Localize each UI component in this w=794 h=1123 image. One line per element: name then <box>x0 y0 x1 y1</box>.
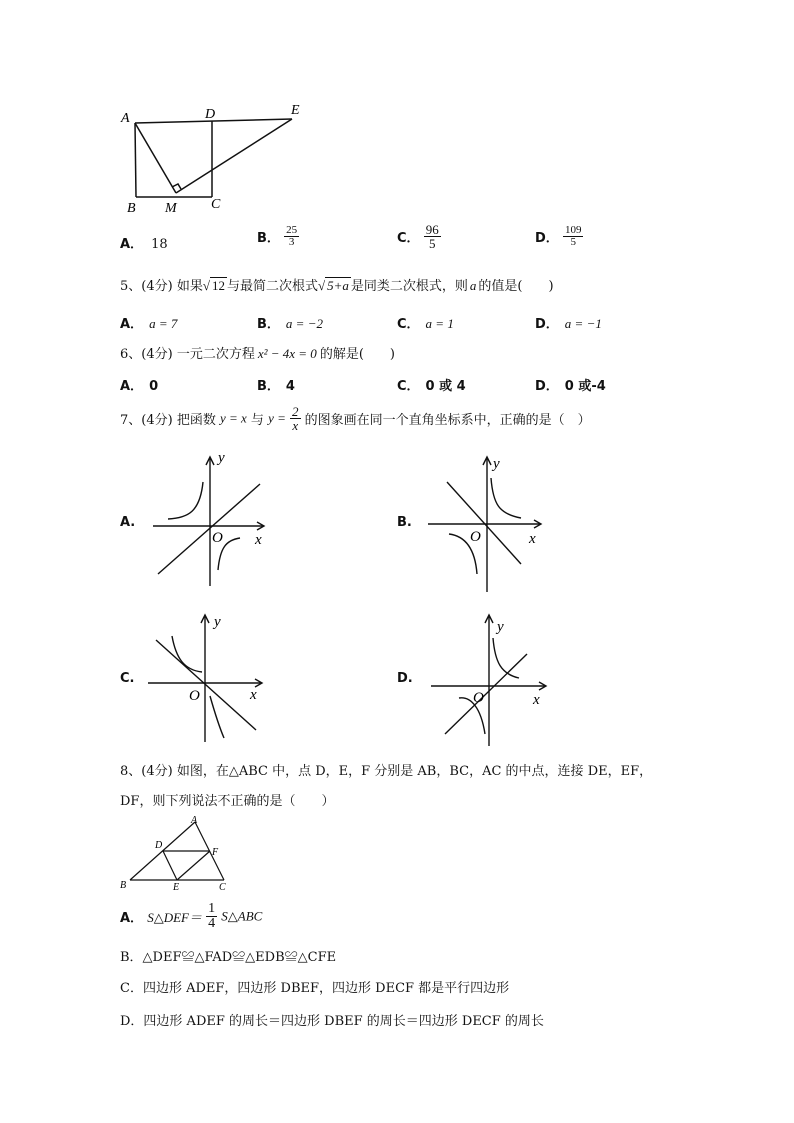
label-A: A <box>121 111 130 126</box>
q6-option-c: C． 0 或 4 <box>397 379 466 394</box>
q7-graph-a <box>148 452 278 592</box>
svg-text:C: C <box>219 882 226 893</box>
q7-option-b-letter: B. <box>397 515 412 530</box>
q4-option-d: D． $\frac{109}{5}$ <box>535 224 582 248</box>
svg-text:D: D <box>155 840 163 851</box>
label-B: B <box>127 201 136 215</box>
q4-option-b: B． $\frac{25}{3}$ <box>257 224 298 248</box>
q7-option-a-letter: A. <box>120 515 136 530</box>
svg-text:O: O <box>473 690 484 706</box>
q7-stem: 7、(4分) 把函数 y = x 与 y = $\frac{2}{x}$ 的图象画在同一个直角坐标系中，正确的是（ ） <box>120 404 591 433</box>
q8-option-a: A． S△DEF＝ $\frac{1}{4}$ S△ABC <box>120 901 263 931</box>
q6-option-a: A． 0 <box>120 379 159 394</box>
svg-text:x: x <box>529 531 536 547</box>
svg-text:y: y <box>497 619 504 635</box>
q8-option-d: D．四边形 ADEF 的周长＝四边形 DBEF 的周长＝四边形 DECF 的周长 <box>120 1014 544 1029</box>
triangle-figure <box>115 812 240 894</box>
q7-option-c-letter: C. <box>120 671 135 686</box>
q8-option-c: C．四边形 ADEF，四边形 DBEF，四边形 DECF 都是平行四边形 <box>120 981 510 996</box>
q6-stem: 6、(4分) 一元二次方程 x² − 4x = 0 的解是( ) <box>120 346 395 362</box>
q5-option-c: C． a = 1 <box>397 316 454 332</box>
svg-text:O: O <box>189 688 200 704</box>
q8-stem-line2: DF，则下列说法不正确的是（ ） <box>120 794 335 809</box>
q8-stem-line1: 8、(4分) 如图，在△ABC 中，点 D，E，F 分别是 AB，BC，AC 的中点，连接 DE，EF， <box>120 764 653 779</box>
svg-text:y: y <box>214 614 221 630</box>
q6-option-d: D． 0 或-4 <box>535 379 606 394</box>
svg-text:x: x <box>533 692 540 708</box>
label-C: C <box>211 197 221 212</box>
svg-text:y: y <box>218 452 225 466</box>
q7-graph-b <box>425 452 555 597</box>
label-D: D <box>205 107 216 122</box>
svg-text:O: O <box>470 529 481 545</box>
q4-option-c: C． $\frac{96}{5}$ <box>397 222 439 251</box>
svg-text:A: A <box>191 815 198 826</box>
svg-text:E: E <box>173 882 180 893</box>
q7-option-d-letter: D. <box>397 671 413 686</box>
q5-stem: 5、(4分) 如果√ 12 与最简二次根式√ 5+a 是同类二次根式，则 a 的值是( ) <box>120 278 554 294</box>
svg-text:O: O <box>212 530 223 546</box>
q6-option-b: B． 4 <box>257 379 295 394</box>
q7-graph-d <box>427 612 552 747</box>
geometry-figure-rectangle <box>115 100 315 215</box>
svg-text:B: B <box>120 880 127 891</box>
label-M: M <box>165 201 177 215</box>
q5-option-b: B． a = −2 <box>257 316 323 332</box>
svg-text:x: x <box>250 687 257 703</box>
q5-option-a: A． a = 7 <box>120 316 178 332</box>
svg-text:y: y <box>493 456 500 472</box>
q7-graph-c <box>146 612 276 747</box>
label-E: E <box>291 103 300 118</box>
svg-text:F: F <box>212 847 219 858</box>
q4-option-a: A． 18 <box>120 237 168 252</box>
q8-option-b: B．△DEF≌△FAD≌△EDB≌△CFE <box>120 950 337 965</box>
q5-option-d: D． a = −1 <box>535 316 602 332</box>
svg-text:x: x <box>255 532 262 548</box>
